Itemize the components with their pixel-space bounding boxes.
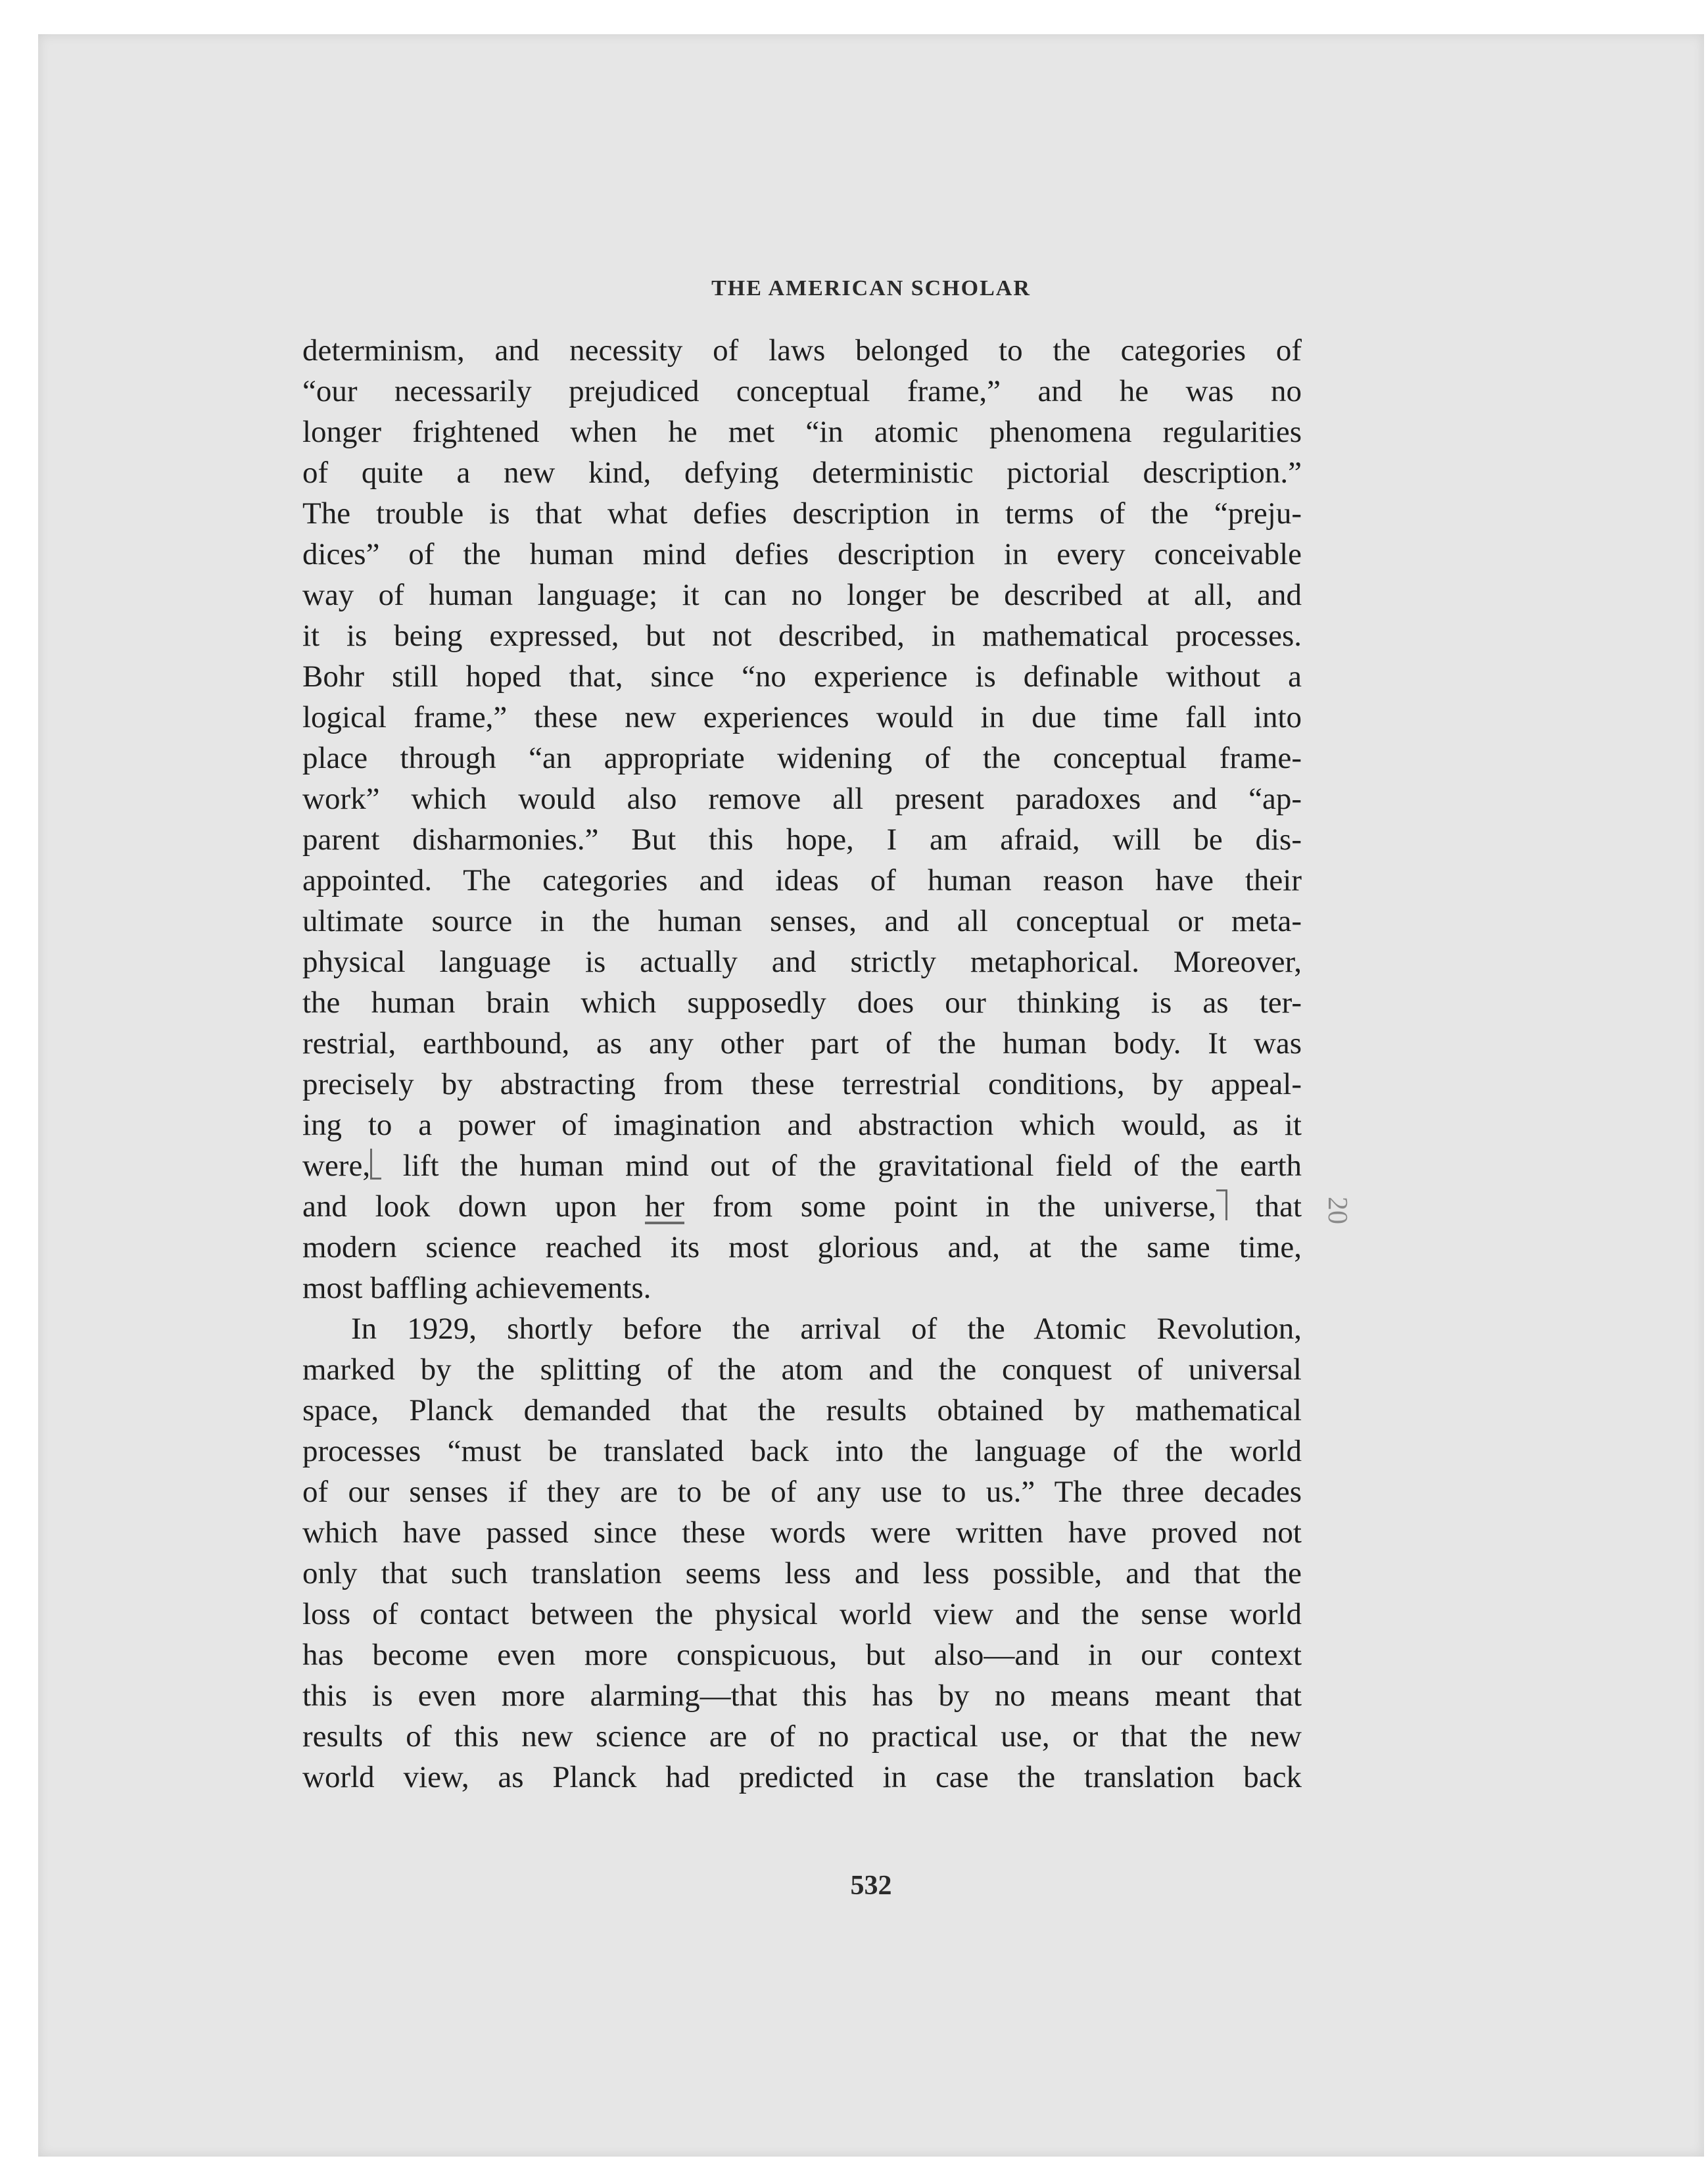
text-line: space, Planck demanded that the results obtained by mathematical bbox=[302, 1393, 1302, 1427]
text-line: precisely by abstracting from these terrestrial conditions, by appeal- bbox=[302, 1067, 1302, 1101]
text-line: dices” of the human mind defies description in every conceivable bbox=[302, 537, 1302, 571]
handwritten-margin-note: 20 bbox=[1322, 1197, 1352, 1224]
text-line: the human brain which supposedly does our thinking is as ter- bbox=[302, 986, 1302, 1020]
text-line: appointed. The categories and ideas of human reason have their bbox=[302, 863, 1302, 897]
text-line: loss of contact between the physical world view and the sense world bbox=[302, 1597, 1302, 1631]
text-line: longer frightened when he met “in atomic phenomena regularities bbox=[302, 415, 1302, 449]
text-fragment: were, bbox=[302, 1149, 371, 1183]
page-number: 532 bbox=[850, 1871, 892, 1901]
text-line: this is even more alarming—that this has by no means meant that bbox=[302, 1679, 1302, 1713]
text-line: results of this new science are of no practical use, or that the new bbox=[302, 1719, 1302, 1754]
page-content bbox=[38, 34, 1704, 2157]
text-line: Bohr still hoped that, since “no experience is definable without a bbox=[302, 659, 1302, 694]
text-line: determinism, and necessity of laws belonged to the categories of bbox=[302, 333, 1302, 368]
text-line: ultimate source in the human senses, and all conceptual or meta- bbox=[302, 904, 1302, 938]
text-fragment: lift the human mind out of the gravitational field of the earth bbox=[402, 1149, 1302, 1183]
scanned-page bbox=[38, 34, 1704, 2157]
text-line: of our senses if they are to be of any use to us.” The three decades bbox=[302, 1475, 1302, 1509]
text-line: The trouble is that what defies description in terms of the “preju- bbox=[302, 496, 1302, 531]
underlined-word: her bbox=[644, 1189, 684, 1224]
body-text bbox=[302, 330, 1302, 1798]
text-line: work” which would also remove all present paradoxes and “ap- bbox=[302, 782, 1302, 816]
text-line: restrial, earthbound, as any other part of the human body. It was bbox=[302, 1026, 1302, 1061]
text-line: most baffling achievements. bbox=[302, 1271, 652, 1305]
text-fragment: that bbox=[1255, 1189, 1302, 1224]
editorial-bracket-mark bbox=[1216, 1189, 1227, 1220]
text-line: has become even more conspicuous, but also—and in our context bbox=[302, 1638, 1302, 1672]
text-line: way of human language; it can no longer be described at all, and bbox=[302, 578, 1302, 612]
editorial-bracket-mark bbox=[370, 1149, 381, 1180]
text-line: place through “an appropriate widening of the conceptual frame- bbox=[302, 741, 1302, 775]
text-line: logical frame,” these new experiences would in due time fall into bbox=[302, 700, 1302, 734]
text-line-marked bbox=[302, 1145, 1302, 1186]
text-line: In 1929, shortly before the arrival of the Atomic Revolution, bbox=[351, 1312, 1302, 1346]
text-line: world view, as Planck had predicted in case the translation back bbox=[302, 1760, 1302, 1794]
text-line: it is being expressed, but not described, in mathematical processes. bbox=[302, 619, 1302, 653]
text-line-marked bbox=[302, 1186, 1302, 1227]
text-fragment: and look down upon bbox=[302, 1189, 617, 1224]
text-line: ing to a power of imagination and abstraction which would, as it bbox=[302, 1108, 1302, 1142]
text-line: of quite a new kind, defying deterministic pictorial description.” bbox=[302, 456, 1302, 490]
text-line: physical language is actually and strictly metaphorical. Moreover, bbox=[302, 945, 1302, 979]
running-head: THE AMERICAN SCHOLAR bbox=[711, 276, 1031, 300]
text-fragment: from some point in the universe, bbox=[712, 1189, 1216, 1224]
text-line: marked by the splitting of the atom and the conquest of universal bbox=[302, 1352, 1302, 1387]
text-line: processes “must be translated back into the language of the world bbox=[302, 1434, 1302, 1468]
text-line: modern science reached its most glorious and, at the same time, bbox=[302, 1230, 1302, 1264]
text-line: parent disharmonies.” But this hope, I am afraid, will be dis- bbox=[302, 823, 1302, 857]
text-line: which have passed since these words were written have proved not bbox=[302, 1516, 1302, 1550]
text-line: only that such translation seems less and less possible, and that the bbox=[302, 1556, 1302, 1590]
text-line: “our necessarily prejudiced conceptual frame,” and he was no bbox=[302, 374, 1302, 408]
